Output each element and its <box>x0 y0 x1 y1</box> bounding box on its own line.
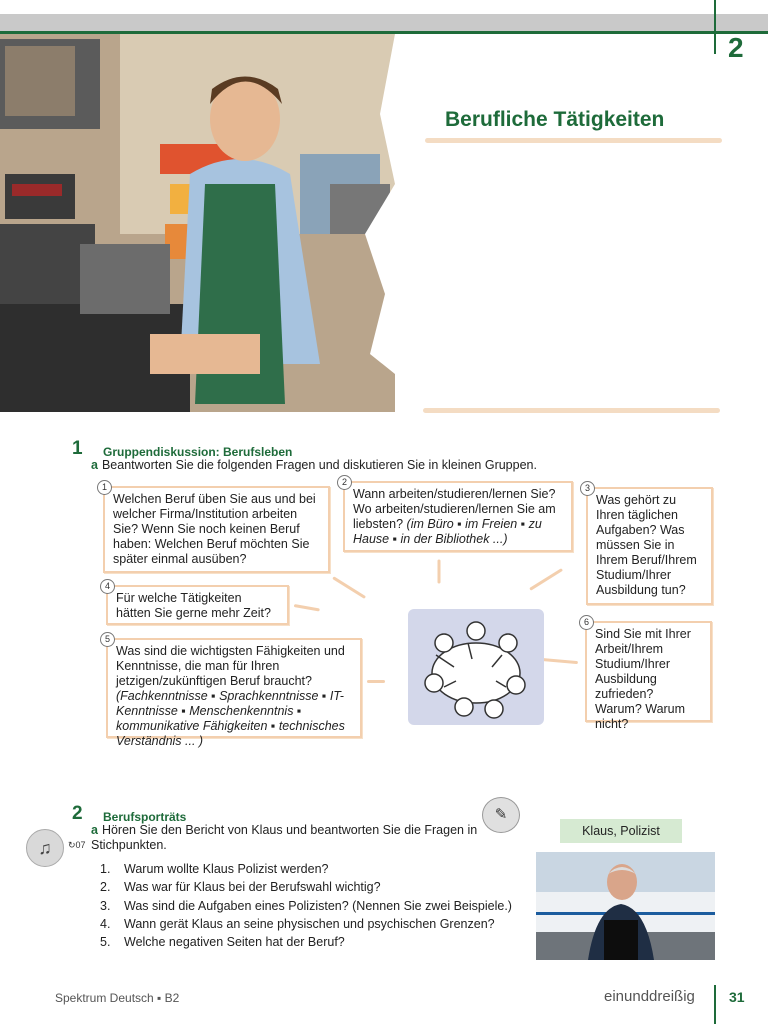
chapter-number: 2 <box>728 32 744 63</box>
footer-divider <box>714 985 716 1024</box>
ray <box>332 576 366 599</box>
footer-page-number: 31 <box>729 989 745 1005</box>
ray <box>529 568 563 591</box>
list-item: 3. Was sind die Aufgaben eines Polizisten? (Nennen Sie zwei Beispiele.) <box>100 898 512 913</box>
top-grey-bar <box>0 14 768 31</box>
music-notes-icon[interactable]: ♫ <box>26 829 64 867</box>
exercise2-question-list <box>100 860 512 951</box>
exercise2-instruction <box>91 823 491 853</box>
question-2-text: Wann arbeiten/studieren/lernen Sie? Wo arbeiten/studieren/lernen Sie am liebsten? <box>353 487 556 531</box>
exercise1-title: Gruppendiskussion: Berufsleben <box>103 445 293 459</box>
police-officer-photo <box>536 852 715 960</box>
title-brush-top <box>425 138 722 143</box>
question-2-examples: (im Büro ▪ im Freien ▪ zu Hause ▪ in der Bibliothek ...) <box>353 517 542 546</box>
exercise1-number: 1 <box>72 438 83 459</box>
exercise1-sub-letter: a <box>91 458 98 472</box>
question-1-number: 1 <box>97 480 112 495</box>
footer-page-word: einunddreißig <box>604 988 695 1005</box>
question-box-2 <box>343 481 573 552</box>
list-item: 4. Wann gerät Klaus an seine physischen und psychischen Grenzen? <box>100 916 495 931</box>
question-3-number: 3 <box>580 481 595 496</box>
question-5-text: Was sind die wichtigsten Fähigkeiten und Kenntnisse, die man für Ihren jetzigen/zukünftigen Beruf braucht? <box>116 644 345 688</box>
exercise1-instruction <box>91 458 537 472</box>
photo-caption: Klaus, Polizist <box>560 819 682 843</box>
cashier-photo <box>0 34 395 412</box>
exercise1-instruction-text: Beantworten Sie die folgenden Fragen und diskutieren Sie in kleinen Gruppen. <box>101 458 537 472</box>
question-box-5 <box>106 638 362 748</box>
question-3-text: Was gehört zu Ihren täglichen Aufgaben? Was müssen Sie in Ihrem Beruf/Ihrem Studium/Ihrer Ausbildung tun? <box>596 493 697 597</box>
question-2-number: 2 <box>337 475 352 490</box>
chapter-divider <box>714 0 716 54</box>
ray <box>438 560 441 584</box>
track-number: 07 <box>75 840 86 850</box>
list-item: 5. Welche negativen Seiten hat der Beruf? <box>100 935 345 950</box>
refresh-track-icon[interactable]: ↻07 <box>68 840 86 850</box>
group-discussion-illustration <box>404 603 548 731</box>
chapter-title: Berufliche Tätigkeiten <box>445 108 665 131</box>
footer-book-title: Spektrum Deutsch ▪ B2 <box>55 991 180 1005</box>
list-item: 1. Warum wollte Klaus Polizist werden? <box>100 862 329 876</box>
exercise2-sub-letter: a <box>91 823 98 837</box>
question-6-text: Sind Sie mit Ihrer Arbeit/Ihrem Studium/Ihrer Ausbildung zufrieden? Warum? Warum nicht? <box>595 627 691 731</box>
question-box-3 <box>586 487 713 605</box>
exercise2-number: 2 <box>72 803 83 824</box>
question-1-text: Welchen Beruf üben Sie aus und bei welcher Firma/Institution arbeiten Sie? Wenn Sie noch keinen Beruf haben: Welchen Beruf möchten Sie später einmal ausüben? <box>113 492 316 566</box>
exercise2-title: Berufsporträts <box>103 810 187 824</box>
question-4-text: Für welche Tätigkeiten hätten Sie gerne mehr Zeit? <box>116 591 271 620</box>
question-box-6 <box>585 621 712 731</box>
question-6-number: 6 <box>579 615 594 630</box>
question-box-1 <box>103 486 330 573</box>
question-5-examples: (Fachkenntnisse ▪ Sprachkenntnisse ▪ IT-Kenntnisse ▪ Menschenkenntnis ▪ kommunikative Fähigkeiten ▪ technisches Verständnis ... ) <box>116 689 345 748</box>
ray <box>367 680 385 683</box>
ray <box>294 604 320 611</box>
question-5-number: 5 <box>100 632 115 647</box>
workbook-pencil-icon[interactable]: ✎ <box>482 797 520 833</box>
question-4-number: 4 <box>100 579 115 594</box>
question-box-4 <box>106 585 289 625</box>
list-item: 2. Was war für Klaus bei der Berufswahl wichtig? <box>100 880 381 895</box>
title-brush-bottom <box>423 408 720 413</box>
exercise2-instruction-text: Hören Sie den Bericht von Klaus und beantworten Sie die Fragen in Stichpunkten. <box>91 823 478 852</box>
